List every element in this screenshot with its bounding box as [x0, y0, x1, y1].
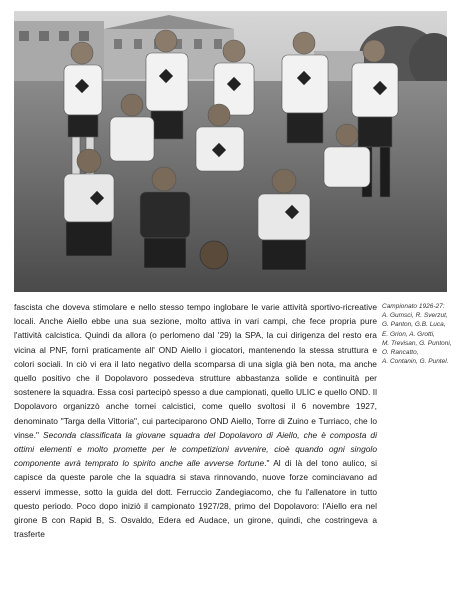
team-photo-image: [14, 11, 447, 292]
body-text-part2: ." Al di là del tono aulico, si capisce da queste parole che la squadra si stava rinnovando, nuove forze cominciavano ad esservi immesse, sotto la guida del dott. Ferruccio Zandegiacomo, che fu l'allenatore in tutto questo periodo. Poco dopo iniziò il campionato 1927/28, primo del Dopolavoro: l'Aiello era nel girone B con Rapid B, S. Osvaldo, Edera ed Audace, un girone, quindi, che costringeva a trasferte: [14, 458, 377, 540]
body-text-quote: Seconda classificata la giovane squadra del Dopolavoro di Aiello, che è composta di ottimi elementi e molto promette per le competizioni avvenire, cioè quando ogni singolo componente avrà temprato lo spirito anche alle avverse fortune: [14, 429, 377, 469]
caption-line: Campionato 1926-27:: [382, 303, 445, 310]
caption-line: A. Gumsci, R. Sverzut,: [382, 312, 448, 320]
caption-line: A. Contanin, G. Puntel.: [382, 358, 449, 366]
caption-line: O. Rancatto,: [382, 349, 419, 357]
article-paragraph: [14, 300, 377, 541]
caption-line: G. Panton, G.B. Luca,: [382, 321, 446, 329]
caption-line: M. Trevisan, G. Puntoni,: [382, 339, 452, 347]
body-text-part1: fascista che doveva stimolare e nello stesso tempo inglobare le varie attività sportivo-ricreative locali. Anche Aiello ebbe una sua sezione, molto attiva in vari campi, che fece propria pure l'attività calcistica. Quindi da allora (o perlomeno dal '29) la SPA, la cui dirigenza del resto era vicina al PNF, fornì praticamente all' OND Aiello i giocatori, mantenendo la stessa struttura e colori sociali. In ciò vi era il lato negativo della scomparsa di una sigla già ben nota, ma anche quello positivo che il Dopolavoro possedeva strutture abbastanza solide e continuità per sostenere la squadra. Essa così partecipò spesso a due campionati, quello ULIC e quello OND. Il Dopolavoro organizzò anche tornei calcistici, come quello svoltosi il 6 novembre 1927, denominato "Targa della Vittoria", cui parteciparono OND Aiello, Torre di Zuino e Turriaco, che lo vinse.": [14, 302, 377, 440]
caption-line: E. Grion, A. Grotti,: [382, 330, 435, 338]
team-photo: [14, 11, 447, 292]
article-body: [14, 300, 377, 541]
photo-caption: [382, 302, 462, 366]
